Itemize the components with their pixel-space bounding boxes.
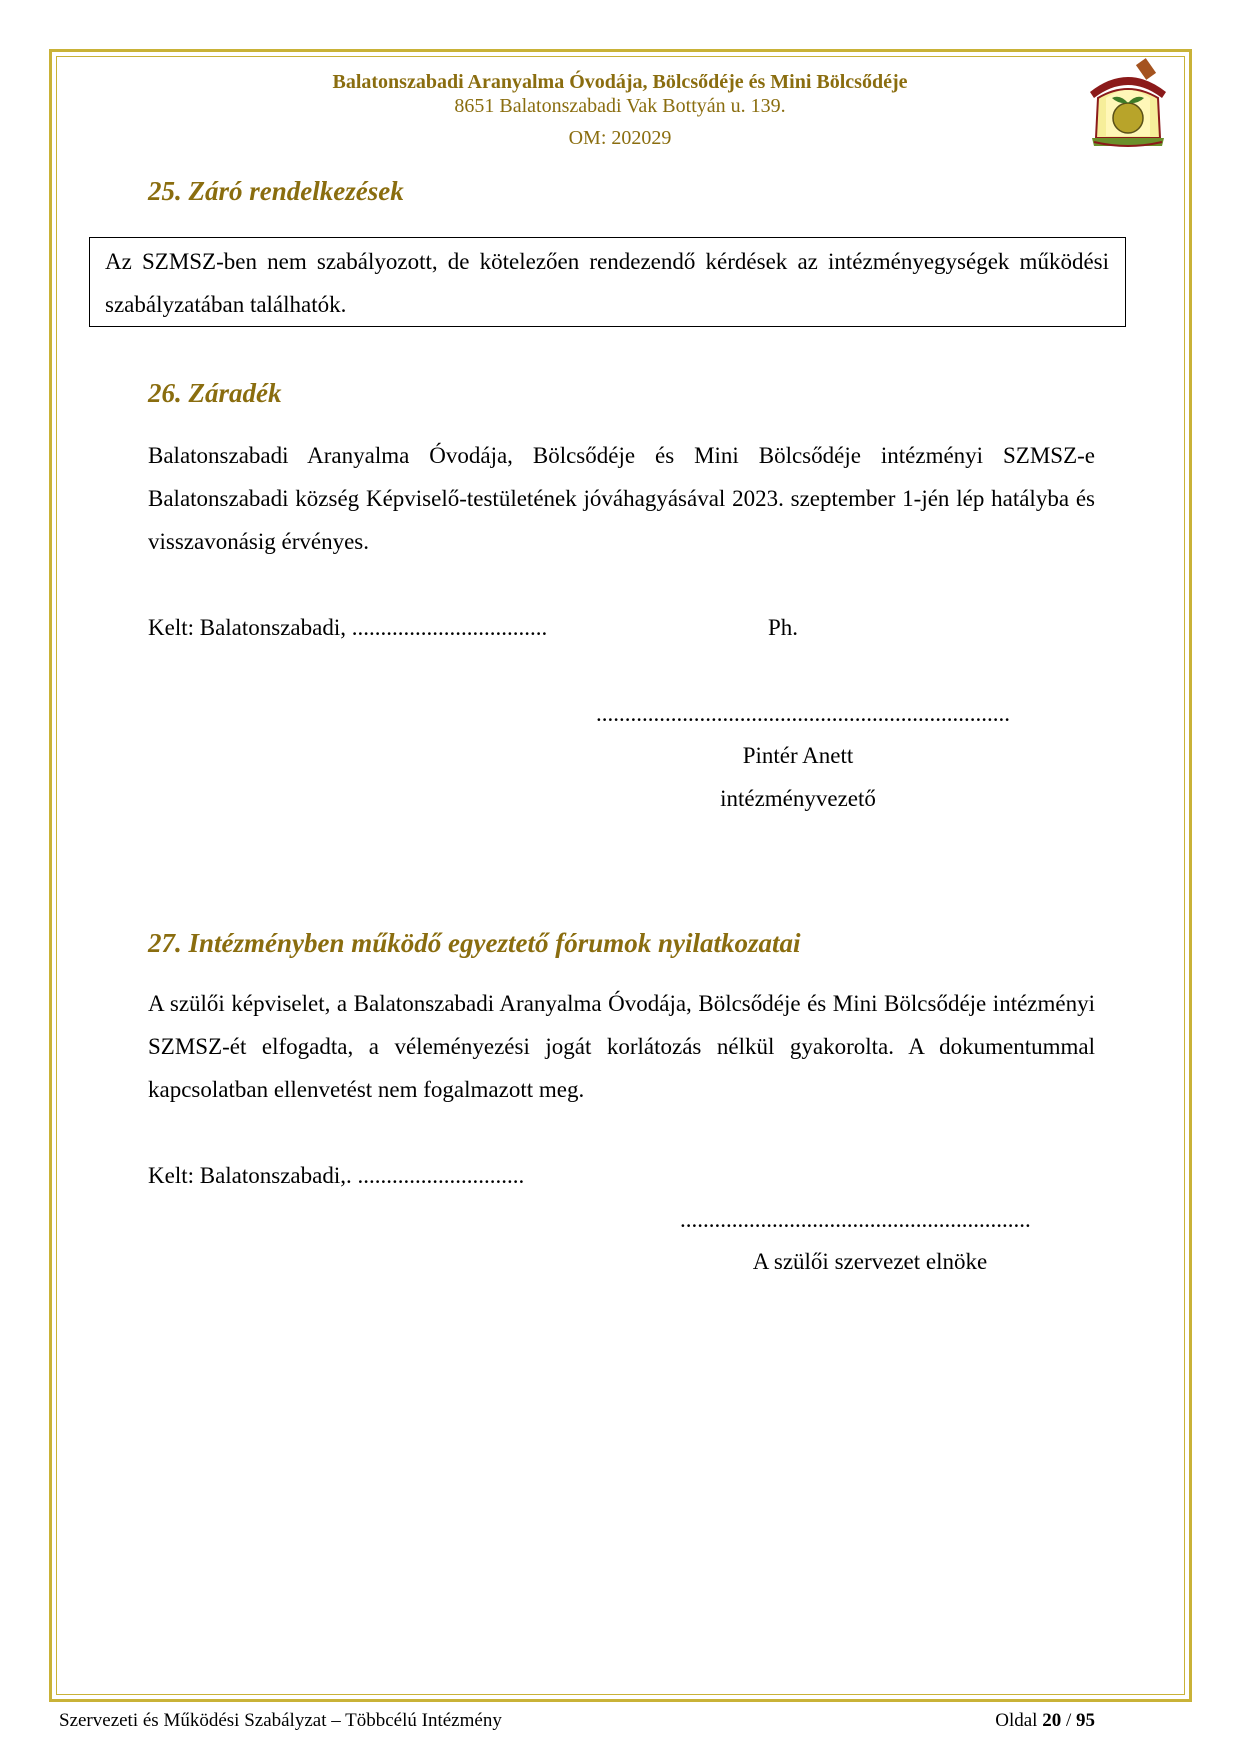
footer-page-number	[995, 1710, 1095, 1732]
section-27-signature-line: .............................................................	[680, 1207, 1031, 1232]
footer-page-current: 20	[1042, 1710, 1062, 1731]
section-27-paragraph: A szülői képviselet, a Balatonszabadi Aranyalma Óvodája, Bölcsődéje és Mini Bölcsődéje intézményi SZMSZ-ét elfogadta, a véleményezési jogát korlátozás nélkül gyakorolta. A dokumentummal kapcsolatban ellenvetést nem fogalmazott meg.	[148, 991, 1095, 1102]
footer-document-title: Szervezeti és Működési Szabályzat – Többcélú Intézmény	[59, 1710, 502, 1731]
section-26-kelt: Kelt: Balatonszabadi, ..................................	[148, 615, 548, 640]
section-25-heading: 25. Záró rendelkezések	[148, 176, 404, 206]
section-27-kelt: Kelt: Balatonszabadi,. .............................	[148, 1163, 525, 1188]
section-25-box: Az SZMSZ-ben nem szabályozott, de kötelezően rendezendő kérdések az intézményegységek működési szabályzatában találhatók.	[89, 237, 1126, 327]
institution-logo	[1082, 58, 1174, 154]
header-institution-name: Balatonszabadi Aranyalma Óvodája, Bölcsődéje és Mini Bölcsődéje	[332, 71, 908, 93]
header-om: OM: 202029	[568, 127, 672, 149]
section-26-paragraph: Balatonszabadi Aranyalma Óvodája, Bölcsődéje és Mini Bölcsődéje intézményi SZMSZ-e Balatonszabadi község Képviselő-testületének jóváhagyásával 2023. szeptember 1-jén lép hatályba és visszavonásig érvényes.	[148, 443, 1095, 554]
section-26-signer-name: Pintér Anett	[742, 743, 854, 768]
page-header	[200, 70, 1040, 150]
footer-page-separator: /	[1061, 1710, 1076, 1731]
section-26-signer-title: intézményvezető	[720, 786, 876, 811]
section-26-ph: Ph.	[768, 615, 799, 640]
header-address: 8651 Balatonszabadi Vak Bottyán u. 139.	[454, 95, 786, 117]
section-27-signer-title: A szülői szervezet elnöke	[752, 1249, 988, 1274]
section-26-heading: 26. Záradék	[148, 378, 282, 408]
footer-page-prefix: Oldal	[995, 1710, 1043, 1731]
section-27-heading: 27. Intézményben működő egyeztető fórumok nyilatkozatai	[148, 928, 801, 958]
section-26-signature-line: ........................................................................	[596, 701, 1010, 726]
footer-page-total: 95	[1076, 1710, 1095, 1731]
